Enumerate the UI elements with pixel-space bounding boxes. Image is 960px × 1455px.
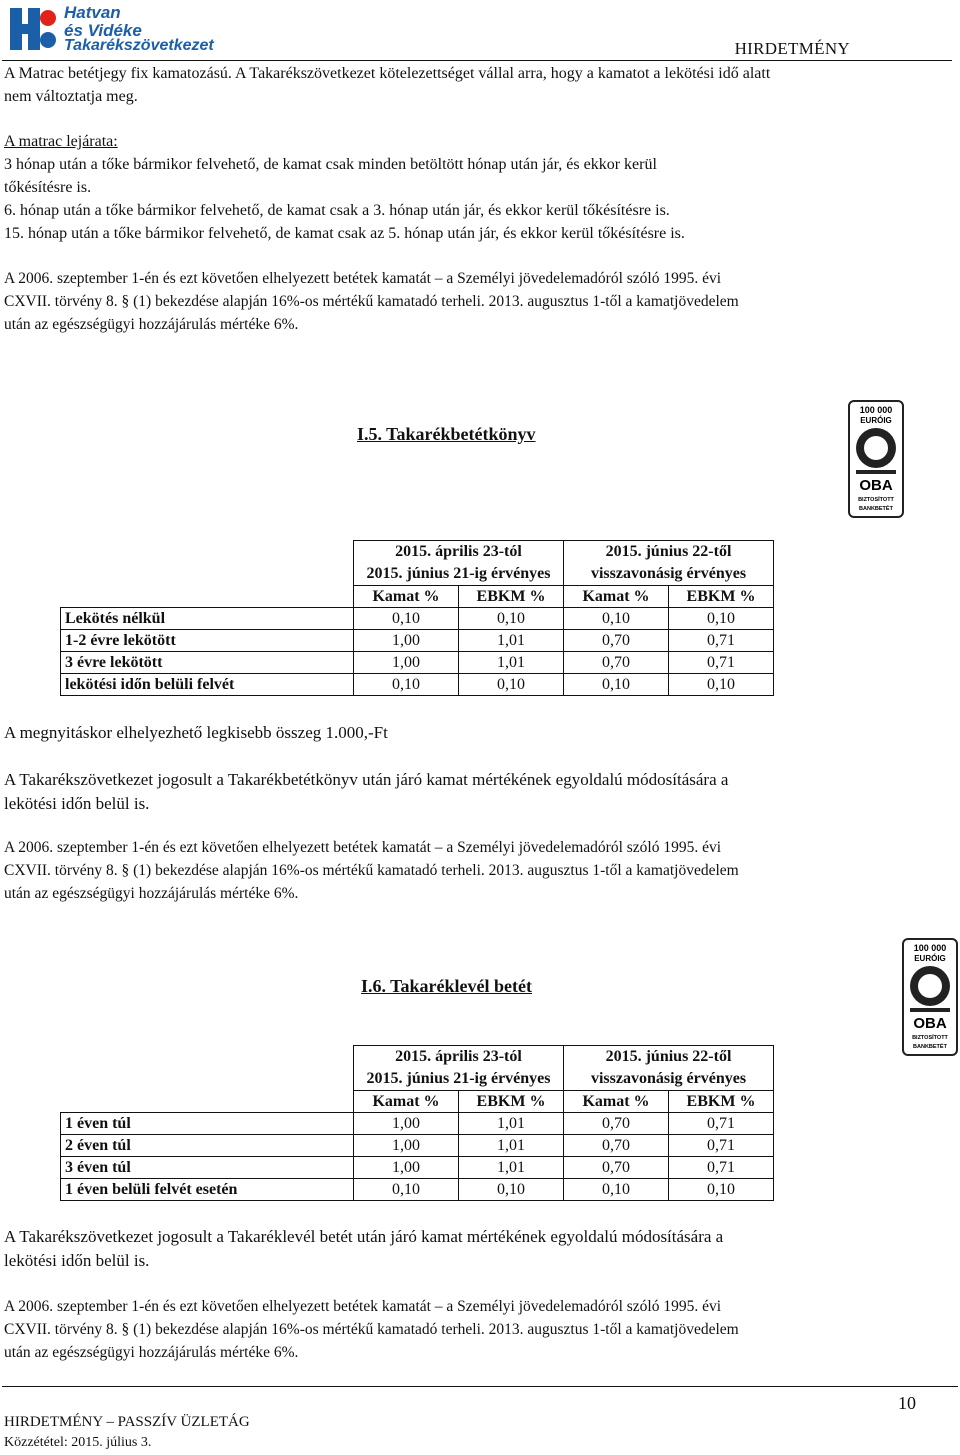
- table-row: [61, 652, 774, 674]
- table-subheader-row: [61, 1091, 774, 1113]
- rate-cell: 0,70: [564, 630, 669, 652]
- rate-cell: 1,00: [354, 1135, 459, 1157]
- tax-line: A 2006. szeptember 1-én és ezt követően elhelyezett betétek kamatát – a Személyi jövedelemadóról szóló 1995. évi: [4, 270, 722, 287]
- rate-cell: 1,01: [459, 652, 564, 674]
- table-corner: [61, 541, 354, 586]
- period-header: [564, 1046, 774, 1091]
- table-row: [61, 1135, 774, 1157]
- table-row: [61, 630, 774, 652]
- rates-table-takareklevel: [60, 1045, 774, 1201]
- page-number: 10: [898, 1393, 916, 1413]
- rate-cell: 0,70: [564, 1135, 669, 1157]
- rate-cell: 1,00: [354, 630, 459, 652]
- footer-divider: [2, 1386, 958, 1387]
- period-header-line: 2015. április 23-tól: [395, 543, 522, 560]
- header-divider: [2, 60, 952, 61]
- document-label: HIRDETMÉNY: [734, 39, 850, 58]
- badge-top-line1: 100 000: [859, 405, 893, 415]
- rate-cell: 0,71: [669, 630, 774, 652]
- period-header-line: 2015. június 22-től: [605, 543, 732, 560]
- row-label: lekötési időn belüli felvét: [61, 674, 354, 696]
- rate-cell: 1,00: [354, 1157, 459, 1179]
- rate-cell: 1,01: [459, 1135, 564, 1157]
- period-header: [354, 1046, 564, 1091]
- matrac-intro-line: nem változtatja meg.: [4, 88, 138, 105]
- lejarat-line: 15. hónap után a tőke bármikor felvehető, de kamat csak az 5. hónap után jár, és ekkor kerül tőkésítésre is.: [4, 225, 685, 242]
- matrac-intro-line: A Matrac betétjegy fix kamatozású. A Takarékszövetkezet kötelezettséget vállal arra, hogy a kamatot a lekötési idő alatt: [4, 65, 771, 82]
- right-line: lekötési időn belül is.: [4, 1251, 150, 1270]
- section-title-takarekbetetkonyv: I.5. Takarékbetétkönyv: [357, 424, 536, 444]
- rate-cell: 0,71: [669, 1135, 774, 1157]
- rate-cell: 0,70: [564, 1113, 669, 1135]
- footer-title: HIRDETMÉNY – PASSZÍV ÜZLETÁG: [4, 1414, 250, 1430]
- rate-cell: 0,70: [564, 1157, 669, 1179]
- badge-bottom-line1: BIZTOSÍTOTT: [858, 497, 894, 503]
- row-label: 3 évre lekötött: [61, 652, 354, 674]
- tax-line: után az egészségügyi hozzájárulás mértéke 6%.: [4, 1344, 299, 1361]
- rate-cell: 1,00: [354, 652, 459, 674]
- tax-line: CXVII. törvény 8. § (1) bekezdése alapján 16%-os mértékű kamatadó terheli. 2013. augusztus 1-től a kamatjövedelem: [4, 293, 739, 310]
- section-title-takareklevel: I.6. Takaréklevél betét: [361, 976, 532, 996]
- table-row: [61, 1113, 774, 1135]
- table-header-row: [61, 541, 774, 586]
- min-amount-note: [4, 721, 916, 744]
- period-header-line: 2015. június 22-től: [605, 1048, 732, 1065]
- table-row: [61, 1179, 774, 1201]
- rate-cell: 1,01: [459, 630, 564, 652]
- rate-cell: 0,10: [669, 674, 774, 696]
- tax-line: CXVII. törvény 8. § (1) bekezdése alapján 16%-os mértékű kamatadó terheli. 2013. augusztus 1-től a kamatjövedelem: [4, 862, 739, 879]
- rate-cell: 0,10: [669, 608, 774, 630]
- lejarat-line: 6. hónap után a tőke bármikor felvehető, de kamat csak a 3. hónap után jár, és ekkor kerül tőkésítésre is.: [4, 202, 670, 219]
- table-corner: [61, 1046, 354, 1091]
- rate-cell: 0,10: [459, 1179, 564, 1201]
- rate-cell: 0,71: [669, 1113, 774, 1135]
- rate-cell: 0,10: [354, 608, 459, 630]
- matrac-lejarat: [4, 130, 916, 245]
- col-header-ebkm: EBKM %: [669, 586, 774, 608]
- tax-line: után az egészségügyi hozzájárulás mértéke 6%.: [4, 316, 299, 333]
- badge-brand: OBA: [913, 1015, 947, 1032]
- table-corner: [61, 1091, 354, 1113]
- period-header: [354, 541, 564, 586]
- badge-top-line2: EURÓIG: [860, 416, 892, 425]
- matrac-intro: [4, 62, 916, 108]
- logo-text-line3: Takarékszövetkezet: [64, 37, 214, 54]
- tax-line: után az egészségügyi hozzájárulás mértéke 6%.: [4, 885, 299, 902]
- modification-right-note: [4, 1225, 916, 1273]
- col-header-kamat: Kamat %: [354, 586, 459, 608]
- rate-cell: 0,10: [564, 608, 669, 630]
- row-label: 2 éven túl: [61, 1135, 354, 1157]
- modification-right-note: [4, 768, 916, 816]
- table-row: [61, 1157, 774, 1179]
- rate-cell: 0,10: [459, 674, 564, 696]
- rate-cell: 0,10: [669, 1179, 774, 1201]
- matrac-tax-note: [4, 267, 916, 336]
- logo-text-line1: Hatvan: [64, 3, 121, 22]
- rate-cell: 1,00: [354, 1113, 459, 1135]
- rate-cell: 1,01: [459, 1113, 564, 1135]
- col-header-ebkm: EBKM %: [459, 586, 564, 608]
- rate-cell: 0,71: [669, 1157, 774, 1179]
- right-line: A Takarékszövetkezet jogosult a Takarékbetétkönyv után járó kamat mértékének egyoldalú módosítására a: [4, 770, 729, 789]
- badge-bottom-line2: BANKBETÉT: [913, 1044, 947, 1050]
- col-header-kamat: Kamat %: [564, 586, 669, 608]
- col-header-ebkm: EBKM %: [459, 1091, 564, 1113]
- lejarat-line: 3 hónap után a tőke bármikor felvehető, de kamat csak minden betöltött hónap után jár, és ekkor kerül: [4, 156, 657, 173]
- row-label: 3 éven túl: [61, 1157, 354, 1179]
- period-header-line: 2015. június 21-ig érvényes: [366, 565, 551, 582]
- period-header-line: 2015. április 23-tól: [395, 1048, 522, 1065]
- period-header-line: visszavonásig érvényes: [590, 565, 747, 582]
- table-row: [61, 674, 774, 696]
- rate-cell: 0,10: [564, 1179, 669, 1201]
- tax-note: [4, 1295, 916, 1364]
- tax-line: A 2006. szeptember 1-én és ezt követően elhelyezett betétek kamatát – a Személyi jövedelemadóról szóló 1995. évi: [4, 1298, 722, 1315]
- oba-guarantee-badge-icon: [902, 938, 958, 1056]
- oba-guarantee-badge-icon: [848, 400, 904, 518]
- right-line: A Takarékszövetkezet jogosult a Takaréklevél betét után járó kamat mértékének egyoldalú módosítására a: [4, 1227, 724, 1246]
- rate-cell: 0,10: [459, 608, 564, 630]
- logo-text-line2: és Vidéke: [64, 21, 142, 40]
- table-subheader-row: [61, 586, 774, 608]
- tax-line: CXVII. törvény 8. § (1) bekezdése alapján 16%-os mértékű kamatadó terheli. 2013. augusztus 1-től a kamatjövedelem: [4, 1321, 739, 1338]
- rate-cell: 0,10: [564, 674, 669, 696]
- min-amount-text: A megnyitáskor elhelyezhető legkisebb összeg 1.000,-Ft: [4, 723, 388, 742]
- row-label: 1 éven túl: [61, 1113, 354, 1135]
- badge-bottom-line2: BANKBETÉT: [859, 506, 893, 512]
- logo-mark-icon: [8, 2, 60, 54]
- table-header-row: [61, 1046, 774, 1091]
- col-header-kamat: Kamat %: [564, 1091, 669, 1113]
- rate-cell: 0,71: [669, 652, 774, 674]
- rates-table-takarekbetetkonyv: [60, 540, 774, 696]
- rate-cell: 0,10: [354, 1179, 459, 1201]
- col-header-kamat: Kamat %: [354, 1091, 459, 1113]
- col-header-ebkm: EBKM %: [669, 1091, 774, 1113]
- table-corner: [61, 586, 354, 608]
- badge-bottom-line1: BIZTOSÍTOTT: [912, 1035, 948, 1041]
- badge-top-line2: EURÓIG: [914, 954, 946, 963]
- tax-note: [4, 836, 916, 905]
- footer-publish-date: Közzététel: 2015. július 3.: [4, 1435, 152, 1450]
- row-label: Lekötés nélkül: [61, 608, 354, 630]
- row-label: 1-2 évre lekötött: [61, 630, 354, 652]
- lejarat-line: tőkésítésre is.: [4, 179, 92, 196]
- tax-line: A 2006. szeptember 1-én és ezt követően elhelyezett betétek kamatát – a Személyi jövedelemadóról szóló 1995. évi: [4, 839, 722, 856]
- right-line: lekötési időn belül is.: [4, 794, 150, 813]
- badge-brand: OBA: [859, 477, 893, 494]
- rate-cell: 0,70: [564, 652, 669, 674]
- row-label: 1 éven belüli felvét esetén: [61, 1179, 354, 1201]
- rate-cell: 0,10: [354, 674, 459, 696]
- period-header-line: visszavonásig érvényes: [590, 1070, 747, 1087]
- table-row: [61, 608, 774, 630]
- bank-logo: [8, 2, 248, 54]
- period-header: [564, 541, 774, 586]
- period-header-line: 2015. június 21-ig érvényes: [366, 1070, 551, 1087]
- lejarat-heading: A matrac lejárata:: [4, 133, 118, 150]
- badge-top-line1: 100 000: [913, 943, 947, 953]
- rate-cell: 1,01: [459, 1157, 564, 1179]
